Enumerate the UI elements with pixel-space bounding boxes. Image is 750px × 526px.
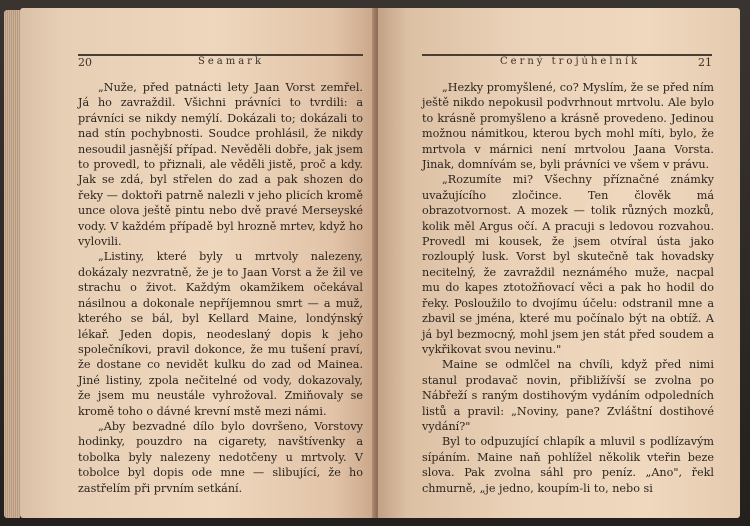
paragraph: „Rozumíte mi? Všechny příznačné známky uvažujícího zločince. Ten člověk má obrazotvornost. A mozek — tolik různých mozků, kolik měl Argus očí. A pracuji s ledovou rozvahou. Provedl mi kousek, že jsem otvíral ústa jako rozlouplý lusk. Vorst byl skutečně tak hovadsky necitelný, že zavraždil neznámého muže, nacpal mu do kapes ztotožňovací věci a pak ho hodil do řeky. Posloužilo to dvojímu účelu: odstranil mne a zbavil se jména, které mu počínalo být na obtíž. A já byl bezmocný, mohl jsem jen stát před soudem a vykřikovat svou nevinu." bbox=[422, 173, 714, 356]
right-page bbox=[378, 8, 740, 518]
right-page-number: 21 bbox=[698, 56, 712, 69]
paragraph: Byl to odpuzující chlapík a mluvil s podlízavým sípáním. Maine naň pohlížel několik vteřin beze slova. Pak zvolna sáhl pro peníz. „Ano", řekl chmurně, „je jedno, koupím-li to, nebo si bbox=[422, 435, 714, 495]
left-body-text bbox=[78, 80, 363, 496]
left-running-head bbox=[78, 56, 363, 72]
left-header-rule bbox=[78, 54, 363, 56]
paragraph: Maine se odmlčel na chvíli, když před nimi stanul prodavač novin, přibližívší se zvolna po Nábřeží s raným dostihovým vydáním odpoledních listů a pravil: „Noviny, pane? Zvláštní dostihové vydání?" bbox=[422, 358, 714, 433]
paragraph: „Aby bezvadné dílo bylo dovršeno, Vorstovy hodinky, pouzdro na cigarety, navštívenky a tobolka byly nalezeny nedotčeny u mrtvoly. V tobolce byl dopis ode mne — slibující, že ho zastřelím při prvním setkání. bbox=[78, 419, 363, 495]
left-page bbox=[20, 8, 376, 518]
paragraph: „Hezky promyšlené, co? Myslím, že se před ním ještě nikdo nepokusil podvrhnout mrtvolu. Ale bylo to krásně promyšleno a krásně provedeno. Jedinou možnou námitkou, kterou bych mohl míti, bylo, že mrtvola v márnici není mrtvolou Jaana Vorsta. Jinak, domnívám se, byli právníci ve všem v právu. bbox=[422, 81, 714, 172]
right-header-rule bbox=[422, 54, 712, 56]
left-page-number: 20 bbox=[78, 56, 92, 69]
paragraph: „Listiny, které byly u mrtvoly nalezeny, dokázaly nezvratně, že je to Jaan Vorst a že žil ve strachu o život. Každým okamžikem očekával násilnou a dokonale nepříjemnou smrt — a muž, kterého se bál, byl Kellard Maine, londýnský lékař. Jeden dopis, neodeslaný dopis k jeho společníkovi, pravil dokonce, že mu tušení praví, že dostane co nevidět kulku do zad od Mainea. Jiné listiny, zpola nečitelné od vody, dokazovaly, že jsem mu neustále vyhrožoval. Zmiňovaly se kromě toho o dávné krevní mstě mezi námi. bbox=[78, 250, 363, 418]
right-running-head bbox=[422, 56, 712, 72]
right-body-text bbox=[422, 80, 714, 496]
page-edges bbox=[4, 10, 20, 518]
paragraph: „Nuže, před patnácti lety Jaan Vorst zemřel. Já ho zavraždil. Všichni právníci to tvrdili: a právníci se nikdy nemýlí. Dokázali to; dokázali to nad stín pochybnosti. Soudce prohlásil, že nikdy nesoudil jasnější případ. Nevěděli dobře, jak jsem to provedl, to přiznali, ale věděli jistě, proč a kdy. Jak se zdá, byl střelen do zad a pak shozen do řeky — doktoři patrně nalezli v jeho plicích kromě unce olova ještě pintu nebo dvě pravé Merseyské vody. V každém případě byl hrozně mrtev, když ho vylovili. bbox=[78, 81, 363, 249]
left-running-title: Seamark bbox=[198, 56, 265, 67]
right-running-title: Černý trojúhelník bbox=[500, 56, 641, 67]
